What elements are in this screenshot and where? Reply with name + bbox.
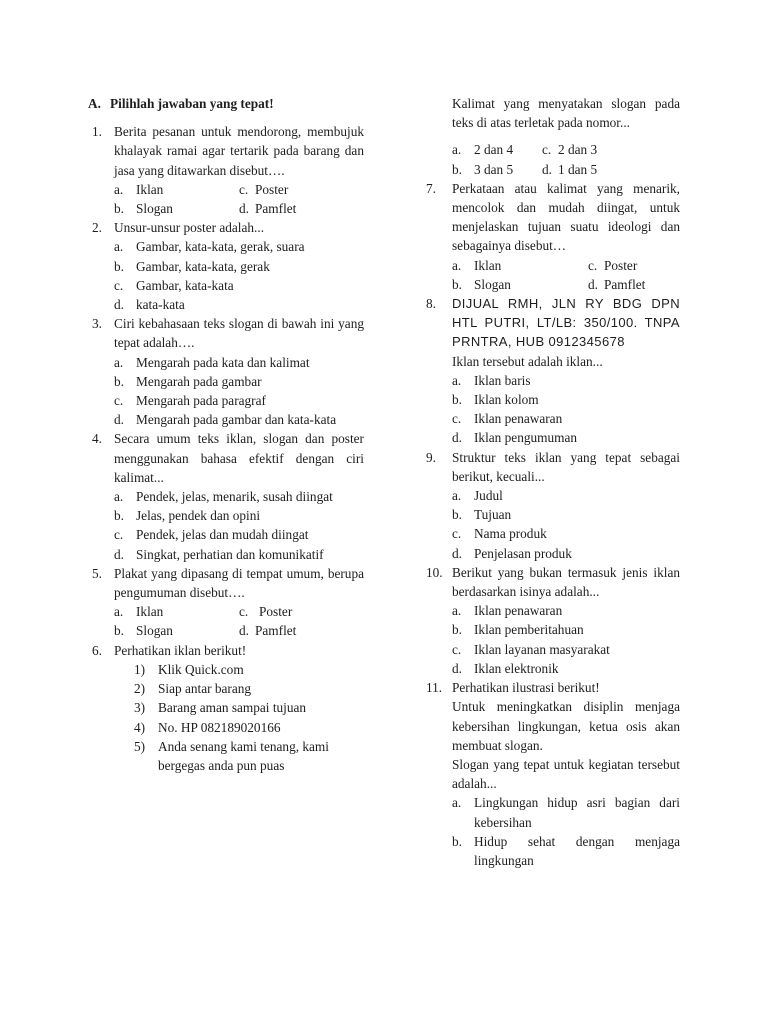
option-b[interactable]: b. Mengarah pada gambar [114, 373, 262, 389]
question-4 [66, 429, 364, 563]
left-column [88, 94, 364, 775]
question-number: 8. [426, 296, 436, 312]
options [452, 140, 680, 178]
option-c[interactable]: c. Poster [239, 181, 289, 197]
question-prompt: Slogan yang tepat untuk kegiatan tersebut adalah... [452, 756, 680, 792]
ad-items [114, 660, 364, 775]
question-text: Perkataan atau kalimat yang menarik, mencolok dan mudah diingat, untuk menjelaskan tujuan suatu ideologi dan sebagainya disebut… [452, 180, 680, 254]
option-d[interactable]: d. Penjelasan produk [452, 545, 572, 561]
option-d[interactable]: d. Iklan pengumuman [452, 430, 578, 446]
question-text: Berita pesanan untuk mendorong, membujuk khalayak ramai agar tertarik pada barang dan jasa yang ditawarkan disebut…. [114, 124, 364, 178]
section-title: Pilihlah jawaban yang tepat! [110, 96, 274, 111]
options [114, 180, 364, 218]
question-10 [426, 563, 680, 678]
section-label: A. [88, 96, 101, 111]
section-heading [88, 94, 364, 113]
question-3 [66, 314, 364, 429]
option-b[interactable]: b. 3 dan 5 [452, 161, 514, 177]
question-1 [66, 122, 364, 218]
option-d[interactable]: d. Pamflet [588, 276, 646, 292]
question-text: Ciri kebahasaan teks slogan di bawah ini yang tepat adalah…. [114, 316, 364, 351]
list-item: 5) Anda senang kami tenang, kami bergegas anda pun puas [134, 738, 329, 773]
option-c[interactable]: c. Poster [588, 257, 638, 273]
option-a[interactable]: a. Gambar, kata-kata, gerak, suara [114, 239, 305, 255]
options [452, 256, 680, 294]
question-2 [66, 218, 364, 314]
question-text: Berikut yang bukan termasuk jenis iklan berdasarkan isinya adalah... [452, 564, 680, 600]
option-d[interactable]: d. Singkat, perhatian dan komunikatif [114, 546, 324, 562]
question-9 [426, 448, 680, 563]
option-a[interactable]: a. Iklan penawaran [452, 603, 563, 619]
option-b[interactable]: b. Iklan pemberitahuan [452, 622, 584, 638]
option-b[interactable]: b. Gambar, kata-kata, gerak [114, 258, 270, 274]
list-item: 3) Barang aman sampai tujuan [134, 700, 307, 716]
question-number: 3. [92, 316, 102, 332]
option-a[interactable]: a. Lingkungan hidup asri bagian dari kebersihan [452, 795, 680, 830]
classified-ad-text: DIJUAL RMH, JLN RY BDG DPN HTL PUTRI, LT/LB: 350/100. TNPA PRNTRA, HUB 0912345678 [452, 296, 680, 350]
option-b[interactable]: b. Jelas, pendek dan opini [114, 508, 261, 524]
option-d[interactable]: d. kata-kata [114, 297, 185, 313]
option-d[interactable]: d. Iklan elektronik [452, 660, 559, 676]
list-item: 1) Klik Quick.com [134, 661, 244, 677]
option-a[interactable]: a. 2 dan 4 [452, 142, 514, 158]
option-a[interactable]: a. Iklan [114, 181, 164, 197]
question-text: Perhatikan ilustrasi berikut! [452, 680, 600, 696]
option-c[interactable]: c. 2 dan 3 [542, 142, 598, 158]
options [114, 602, 364, 640]
option-c[interactable]: c. Poster [239, 604, 293, 620]
question-text: Plakat yang dipasang di tempat umum, berupa pengumuman disebut…. [114, 565, 364, 601]
option-a[interactable]: a. Pendek, jelas, menarik, susah diingat [114, 489, 333, 505]
option-a[interactable]: a. Iklan [114, 604, 164, 620]
question-text: Iklan tersebut adalah iklan... [452, 353, 603, 369]
option-b[interactable]: b. Hidup sehat dengan menjaga lingkungan [452, 833, 680, 868]
question-text: Secara umum teks iklan, slogan dan poster menggunakan bahasa efektif dengan ciri kalimat... [114, 431, 364, 485]
option-b[interactable]: b. Tujuan [452, 507, 512, 523]
right-column [426, 94, 680, 870]
option-d[interactable]: d. Pamflet [239, 623, 297, 639]
question-number: 9. [426, 449, 436, 465]
list-item: 2) Siap antar barang [134, 681, 252, 697]
question-11 [426, 678, 680, 870]
option-b[interactable]: b. Slogan [114, 201, 173, 217]
list-item: 4) No. HP 082189020166 [134, 719, 281, 735]
option-b[interactable]: b. Iklan kolom [452, 392, 539, 408]
question-text: Kalimat yang menyatakan slogan pada teks di atas terletak pada nomor... [452, 96, 680, 131]
question-8 [426, 294, 680, 448]
question-number: 4. [92, 431, 102, 447]
question-number: 6. [92, 642, 102, 658]
option-c[interactable]: c. Nama produk [452, 526, 547, 542]
option-c[interactable]: c. Mengarah pada paragraf [114, 393, 266, 409]
question-number: 10. [426, 564, 443, 580]
option-a[interactable]: a. Iklan baris [452, 372, 531, 388]
illustration-text: Untuk meningkatkan disiplin menjaga kebersihan lingkungan, ketua osis akan membuat slogan. [452, 699, 680, 753]
option-b[interactable]: b. Slogan [114, 623, 173, 639]
question-7 [426, 179, 680, 294]
option-c[interactable]: c. Iklan penawaran [452, 411, 563, 427]
question-text: Unsur-unsur poster adalah... [114, 220, 265, 236]
question-number: 5. [92, 565, 102, 581]
question-text: Struktur teks iklan yang tepat sebagai berikut, kecuali... [452, 449, 680, 484]
option-a[interactable]: a. Iklan [452, 257, 502, 273]
question-number: 2. [92, 220, 102, 236]
option-a[interactable]: a. Mengarah pada kata dan kalimat [114, 354, 310, 370]
option-d[interactable]: d. Mengarah pada gambar dan kata-kata [114, 412, 337, 428]
option-c[interactable]: c. Iklan layanan masyarakat [452, 641, 610, 657]
question-text: Perhatikan iklan berikut! [114, 642, 247, 658]
question-number: 11. [426, 680, 443, 696]
option-d[interactable]: d. Pamflet [239, 201, 297, 217]
question-5 [66, 564, 364, 641]
question-6 [66, 641, 364, 775]
option-c[interactable]: c. Gambar, kata-kata [114, 277, 234, 293]
option-b[interactable]: b. Slogan [452, 276, 511, 292]
option-a[interactable]: a. Judul [452, 488, 503, 504]
option-d[interactable]: d. 1 dan 5 [542, 161, 598, 177]
question-number: 1. [92, 124, 102, 140]
question-6-continued [426, 94, 680, 179]
question-number: 7. [426, 180, 436, 196]
option-c[interactable]: c. Pendek, jelas dan mudah diingat [114, 527, 309, 543]
